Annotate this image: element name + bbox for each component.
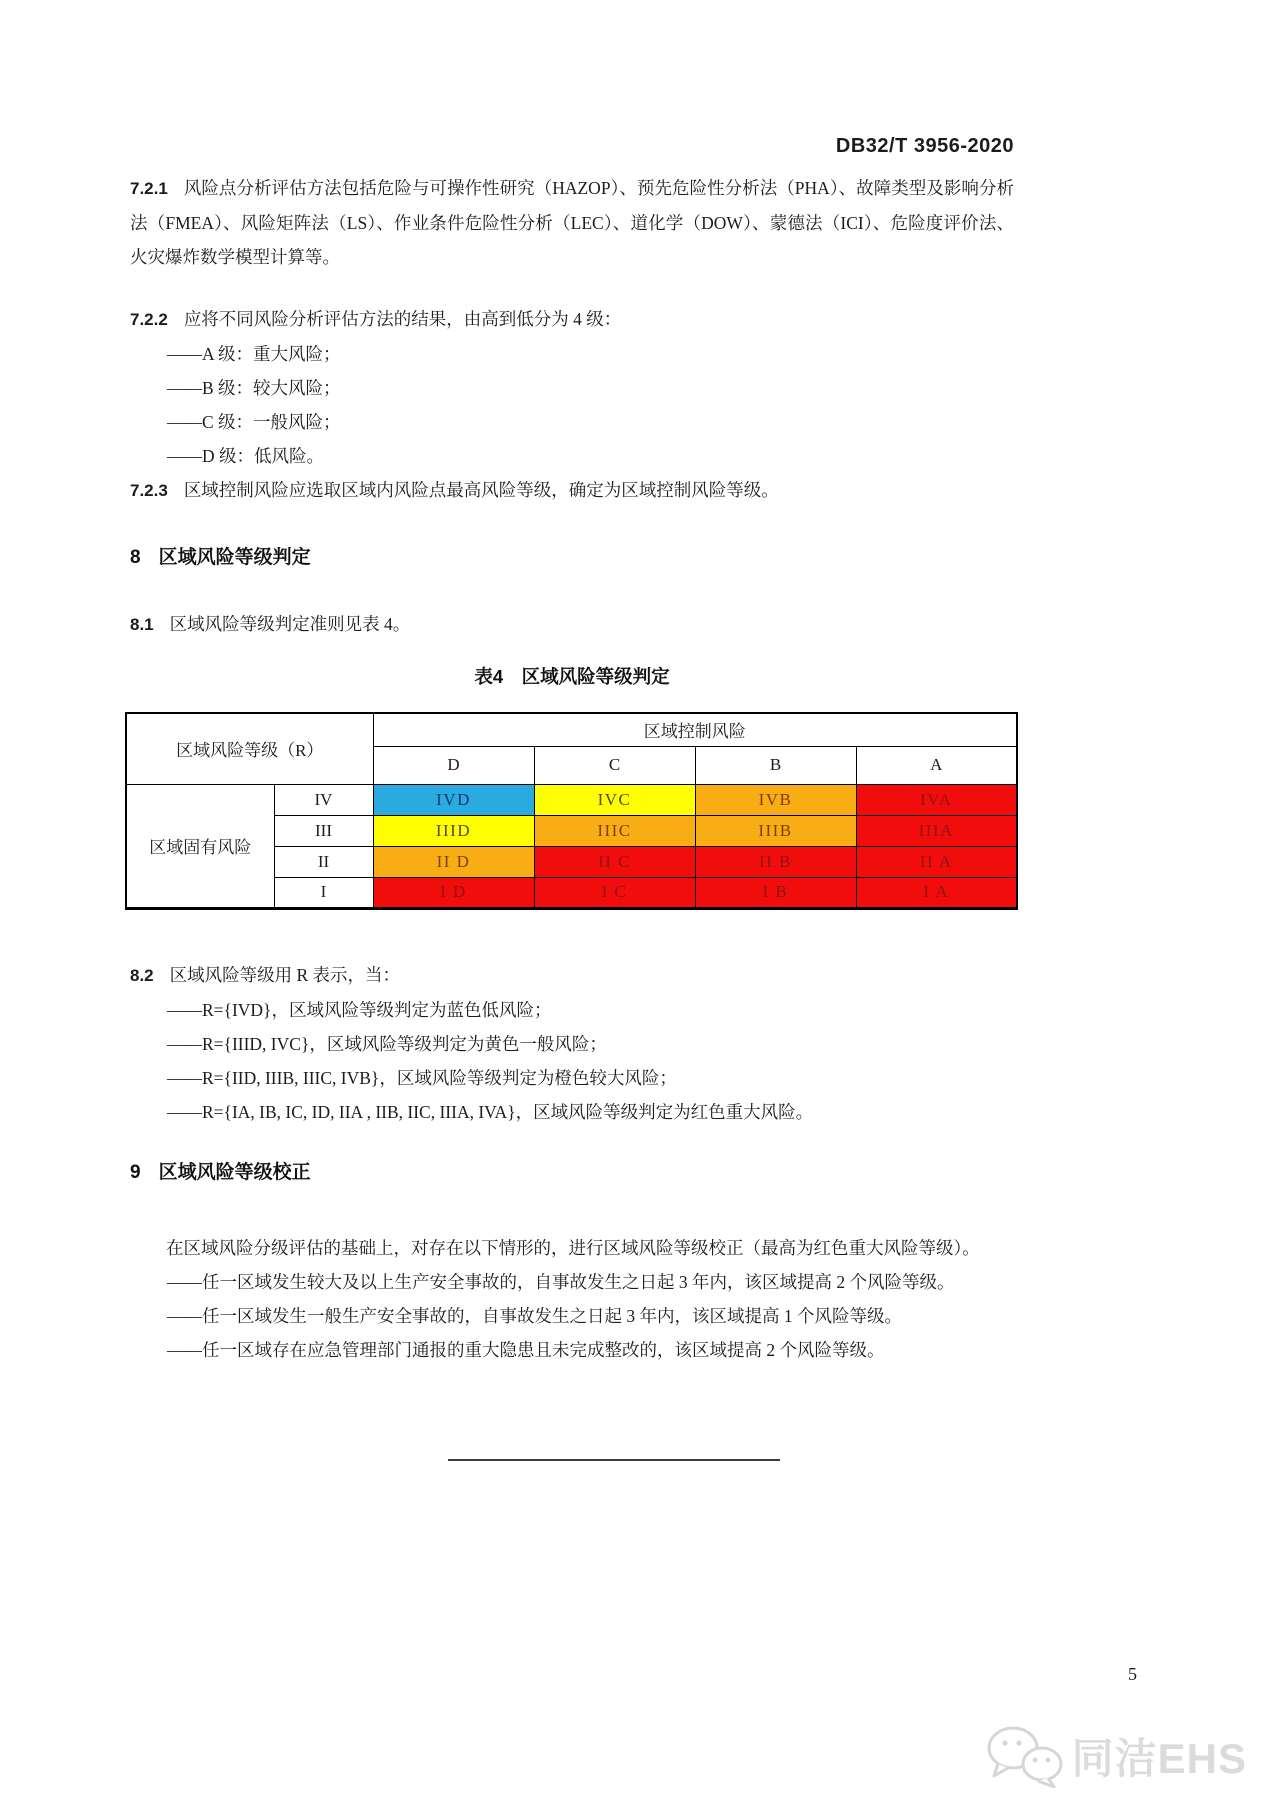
clause-text: 区域控制风险应选取区域内风险点最高风险等级，确定为区域控制风险等级。 — [183, 480, 779, 500]
table4-cell-IIA: II A — [856, 846, 1017, 877]
table4-cell-IIB: II B — [695, 846, 856, 877]
list-item-level-b: ——B 级：较大风险； — [167, 378, 341, 398]
section-8-heading — [130, 541, 1014, 575]
clause-7-2-1 — [130, 171, 1014, 274]
wechat-icon — [986, 1724, 1064, 1788]
table4-cell-IVA: IVA — [856, 784, 1017, 815]
clause-text: 区域风险等级用 R 表示，当： — [169, 964, 401, 985]
list-item-correction-1: ——任一区域发生较大及以上生产安全事故的，自事故发生之日起 3 年内，该区域提高 2 个风险等级。 — [167, 1271, 955, 1292]
list-item-level-a: ——A 级：重大风险； — [167, 344, 341, 364]
table4-level-IV: IV — [274, 784, 373, 815]
table4-risk-matrix — [125, 712, 1018, 910]
end-of-text-divider — [448, 1459, 780, 1461]
clause-8-1 — [130, 607, 1014, 642]
list-item-level-c: ——C 级：一般风险； — [167, 412, 341, 432]
standard-code-header: DB32/T 3956-2020 — [835, 135, 1014, 157]
table4-col-header-B: B — [695, 746, 856, 784]
page-number: 5 — [1128, 1664, 1137, 1684]
table4-cell-IID: II D — [373, 846, 534, 877]
table4-level-I: I — [274, 877, 373, 908]
table4-cell-IVC: IVC — [534, 784, 695, 815]
section-number: 9 — [130, 1161, 141, 1183]
section-title: 区域风险等级判定 — [158, 547, 311, 568]
table4-cell-ID: I D — [373, 877, 534, 908]
table4-cell-IB: I B — [695, 877, 856, 908]
table4-level-III: III — [274, 815, 373, 846]
page-content — [130, 0, 1014, 1461]
clause-7-2-3 — [130, 473, 1014, 508]
clause-text: 区域风险等级判定准则见表 4。 — [169, 614, 411, 634]
table4-cell-IA: I A — [856, 877, 1017, 908]
clause-9-intro: 在区域风险分级评估的基础上，对存在以下情形的，进行区域风险等级校正（最高为红色重大风险等级）。 — [166, 1237, 980, 1258]
table4-cell-IIC: II C — [534, 846, 695, 877]
list-item-r-red: ——R={IA, IB, IC, ID, IIA , IIB, IIC, IIIA, IVA}，区域风险等级判定为红色重大风险。 — [167, 1101, 814, 1122]
clause-number: 8.1 — [130, 615, 154, 634]
table4-cell-IC: I C — [534, 877, 695, 908]
table4-cell-IIIA: IIIA — [856, 815, 1017, 846]
list-item-correction-2: ——任一区域发生一般生产安全事故的，自事故发生之日起 3 年内，该区域提高 1 个风险等级。 — [167, 1305, 902, 1326]
list-item-level-d: ——D 级：低风险。 — [167, 446, 325, 466]
clause-text: 应将不同风险分析评估方法的结果，由高到低分为 4 级： — [183, 309, 622, 329]
clause-number: 7.2.3 — [130, 481, 168, 500]
table4-caption: 表4 区域风险等级判定 — [474, 666, 670, 687]
watermark-text: 同洁EHS — [1071, 1735, 1247, 1782]
table4-level-II: II — [274, 846, 373, 877]
clause-text: 风险点分析评估方法包括危险与可操作性研究（HAZOP）、预先危险性分析法（PHA）、故障类型及影响分析法（FMEA）、风险矩阵法（LS）、作业条件危险性分析（LEC）、道化学（DOW）、蒙德法（ICI）、危险度评价法、火灾爆炸数学模型计算等。 — [130, 178, 1014, 267]
table4-cell-IVB: IVB — [695, 784, 856, 815]
list-item-r-orange: ——R={IID, IIIB, IIIC, IVB}，区域风险等级判定为橙色较大风险； — [167, 1067, 677, 1088]
list-item-correction-3: ——任一区域存在应急管理部门通报的重大隐患且未完成整改的，该区域提高 2 个风险等级。 — [167, 1339, 885, 1360]
table4-cell-IIIC: IIIC — [534, 815, 695, 846]
table4-cell-IIIB: IIIB — [695, 815, 856, 846]
table-row — [126, 784, 1017, 815]
list-item-r-blue: ——R={IVD}，区域风险等级判定为蓝色低风险； — [167, 999, 552, 1020]
table4-col-header-C: C — [534, 746, 695, 784]
section-number: 8 — [130, 547, 141, 568]
clause-number: 7.2.2 — [130, 310, 168, 329]
clause-8-2 — [130, 958, 1014, 993]
table4-row-group-label: 区域固有风险 — [126, 784, 274, 908]
section-title: 区域风险等级校正 — [158, 1161, 311, 1183]
table4-cell-IVD: IVD — [373, 784, 534, 815]
clause-7-2-2 — [130, 302, 1014, 337]
clause-number: 7.2.1 — [130, 179, 168, 198]
section-9-heading — [130, 1156, 1014, 1190]
watermark — [986, 1724, 1247, 1788]
list-item-r-yellow: ——R={IIID, IVC}，区域风险等级判定为黄色一般风险； — [167, 1033, 607, 1054]
clause-number: 8.2 — [130, 965, 154, 985]
table4-cell-IIID: IIID — [373, 815, 534, 846]
table4-corner-header: 区域风险等级（R） — [126, 713, 373, 784]
table4-col-header-A: A — [856, 746, 1017, 784]
table4-control-risk-header: 区域控制风险 — [373, 713, 1017, 746]
table4-col-header-D: D — [373, 746, 534, 784]
